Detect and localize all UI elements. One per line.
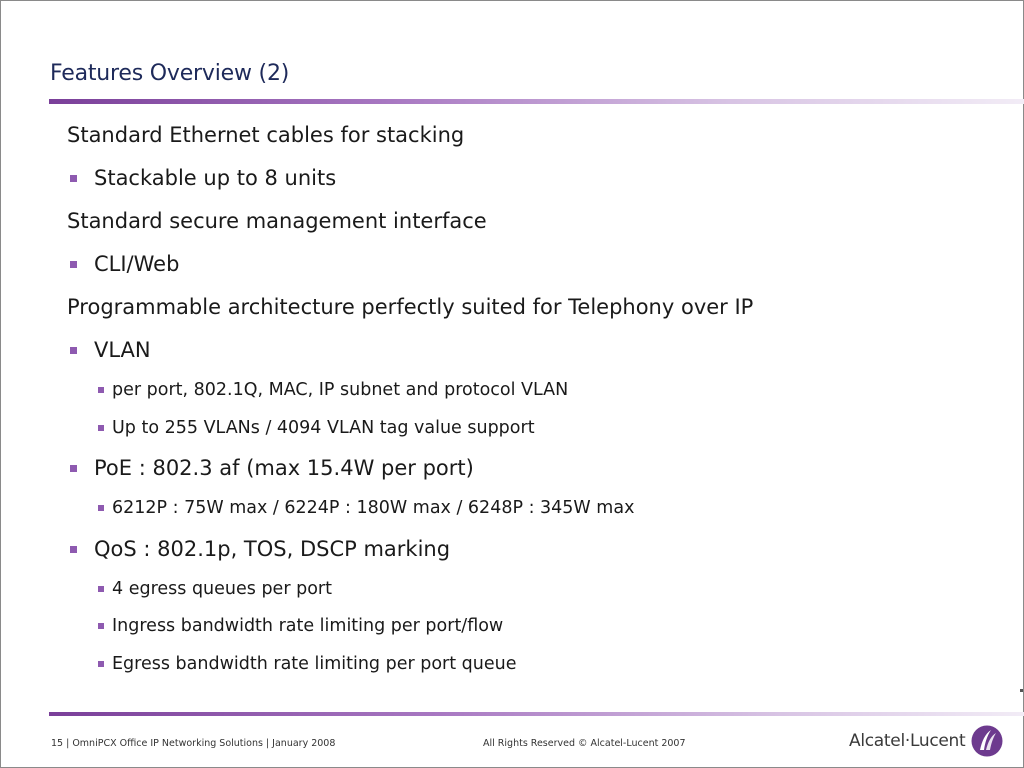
title-divider [49, 99, 1024, 104]
square-bullet-icon [70, 261, 77, 268]
bullet-item-l2 [67, 162, 1007, 205]
footer-copyright: All Rights Reserved © Alcatel-Lucent 2007 [483, 738, 686, 749]
bullet-text: 4 egress queues per port [112, 578, 332, 599]
bullet-text: Programmable architecture perfectly suited for Telephony over IP [67, 295, 754, 319]
square-bullet-icon [98, 387, 104, 393]
footer-divider [49, 712, 1024, 716]
bullet-text: CLI/Web [94, 252, 180, 276]
bullet-text: PoE : 802.3 af (max 15.4W per port) [94, 456, 474, 480]
square-bullet-icon [98, 661, 104, 667]
bullet-item-l3 [67, 576, 1007, 614]
bullet-text: 6212P : 75W max / 6224P : 180W max / 6248P : 345W max [112, 498, 635, 518]
square-bullet-icon [98, 586, 104, 592]
bullet-text: VLAN [94, 338, 151, 362]
bullet-item-l2 [67, 452, 1007, 495]
bullet-text: Stackable up to 8 units [94, 166, 337, 190]
bullet-item-l2 [67, 533, 1007, 576]
square-bullet-icon [70, 175, 77, 182]
bullet-item-l3 [67, 377, 1007, 415]
bullet-text: Egress bandwidth rate limiting per port queue [112, 653, 517, 674]
square-bullet-icon [70, 465, 77, 472]
bullet-item-l2 [67, 248, 1007, 291]
bullet-text: Standard Ethernet cables for stacking [67, 123, 465, 147]
slide-title: Features Overview (2) [50, 61, 290, 86]
alcatel-lucent-swirl-icon [971, 725, 1003, 757]
square-bullet-icon [98, 505, 104, 511]
bullet-text: per port, 802.1Q, MAC, IP subnet and protocol VLAN [112, 380, 569, 400]
bullet-item-l1 [67, 205, 1007, 248]
bullet-item-l3 [67, 613, 1007, 651]
bullet-item-l3 [67, 495, 1007, 533]
edge-mark [1020, 689, 1023, 692]
bullet-item-l3 [67, 415, 1007, 453]
square-bullet-icon [70, 347, 77, 354]
bullet-item-l3 [67, 651, 1007, 689]
bullet-text: QoS : 802.1p, TOS, DSCP marking [94, 536, 451, 561]
bullet-text: Ingress bandwidth rate limiting per port/flow [112, 616, 504, 636]
square-bullet-icon [98, 425, 104, 431]
bullet-text: Standard secure management interface [67, 209, 487, 233]
logo-text: Alcatel·Lucent [849, 731, 966, 751]
bullet-item-l2 [67, 334, 1007, 377]
bullet-item-l1 [67, 291, 1007, 334]
alcatel-lucent-logo [849, 725, 1003, 757]
square-bullet-icon [70, 546, 77, 553]
footer-page-info: 15 | OmniPCX Office IP Networking Solutions | January 2008 [51, 738, 336, 749]
bullet-list [67, 119, 1007, 688]
bullet-item-l1 [67, 119, 1007, 162]
square-bullet-icon [98, 623, 104, 629]
bullet-text: Up to 255 VLANs / 4094 VLAN tag value support [112, 417, 535, 438]
